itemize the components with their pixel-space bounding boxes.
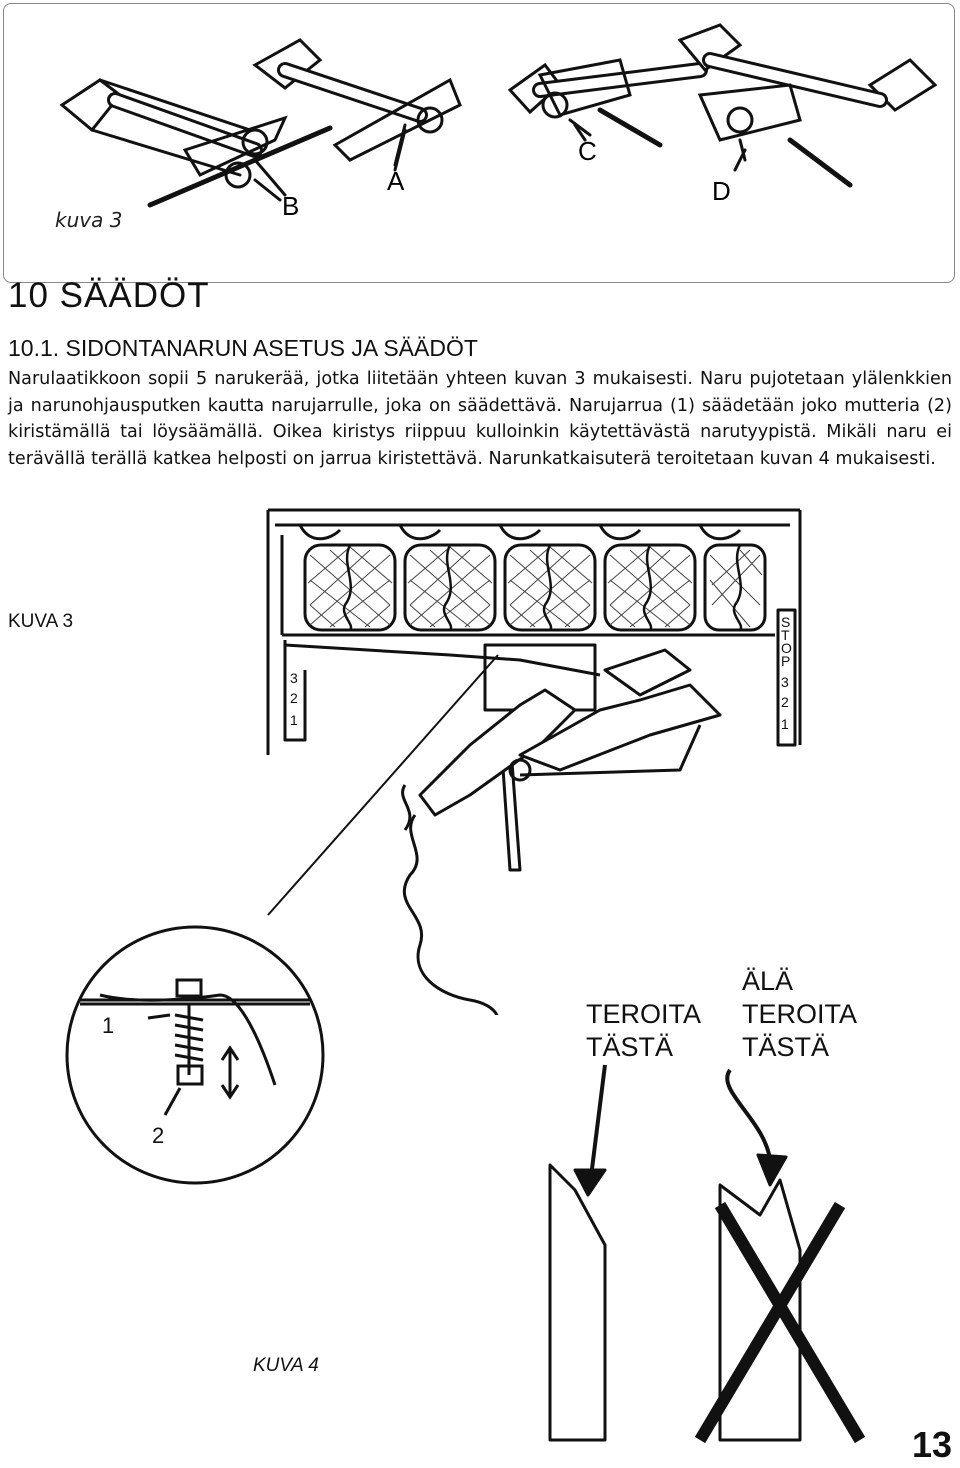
scale-left-1: 1 bbox=[290, 712, 298, 728]
callout-d: D bbox=[712, 176, 731, 206]
callout-c: C bbox=[578, 136, 597, 166]
callout-b: B bbox=[282, 191, 300, 221]
scale-right-1: 1 bbox=[781, 716, 789, 732]
figure-main-caption: KUVA 3 bbox=[8, 611, 74, 632]
detail-circle bbox=[67, 927, 323, 1183]
correct-label-line-1: TEROITA bbox=[586, 999, 702, 1029]
brake-detail-illustration bbox=[60, 900, 330, 1200]
wrong-label-line-2: TEROITA bbox=[742, 999, 858, 1029]
scale-stop-p: P bbox=[781, 653, 791, 669]
detail-label-2: 2 bbox=[152, 1123, 165, 1148]
scale-right-3: 3 bbox=[781, 674, 789, 690]
figure-top-caption: kuva 3 bbox=[55, 208, 123, 232]
callout-a: A bbox=[387, 166, 405, 196]
detail-label-1: 1 bbox=[102, 1013, 115, 1038]
twine-ball-4 bbox=[680, 25, 935, 110]
section-heading: 10 SÄÄDÖT bbox=[8, 276, 210, 315]
correct-label-line-2: TÄSTÄ bbox=[586, 1032, 674, 1062]
blade-sharpening-illustration bbox=[530, 1060, 950, 1450]
wrong-label-line-3: TÄSTÄ bbox=[742, 1032, 830, 1062]
twine-ball-1 bbox=[62, 80, 255, 175]
wrong-sharpen-label bbox=[742, 965, 857, 1064]
scale-left-2: 2 bbox=[290, 690, 298, 706]
scale-stop-s: S bbox=[781, 614, 791, 630]
page-number: 13 bbox=[911, 1424, 952, 1465]
scale-stop-o: O bbox=[781, 640, 792, 656]
correct-sharpen-label bbox=[586, 998, 701, 1064]
twine-ball-3 bbox=[510, 65, 700, 112]
twine-ball-2 bbox=[255, 40, 420, 115]
figure-bottom-caption: KUVA 4 bbox=[253, 1355, 319, 1376]
blade-correct bbox=[550, 1165, 605, 1440]
twine-ball-row bbox=[305, 545, 765, 630]
scale-left-3: 3 bbox=[290, 670, 298, 686]
wrong-label-line-1: ÄLÄ bbox=[742, 966, 794, 996]
scale-right-2: 2 bbox=[781, 694, 789, 710]
twine-knot-illustration bbox=[0, 0, 960, 285]
subsection-heading: 10.1. SIDONTANARUN ASETUS JA SÄÄDÖT bbox=[8, 335, 478, 361]
instruction-paragraph: Narulaatikkoon sopii 5 narukerää, jotka liitetään yhteen kuvan 3 mukaisesti. Naru pujotetaan ylälenkkien ja narunohjausputken kautta narujarrulle, joka on säädettävä. Narujarrua (1) säädetään joko mutteria (2) kiristämällä tai löysäämällä. Oikea kiristys riippuu kulloinkin käytettävästä narutyypistä. Mikäli naru ei terävällä terällä katkea helposti on jarrua kiristettävä. Narunkatkaisuterä teroitetaan kuvan 4 mukaisesti. bbox=[8, 369, 952, 469]
scale-stop-t: T bbox=[781, 627, 790, 643]
